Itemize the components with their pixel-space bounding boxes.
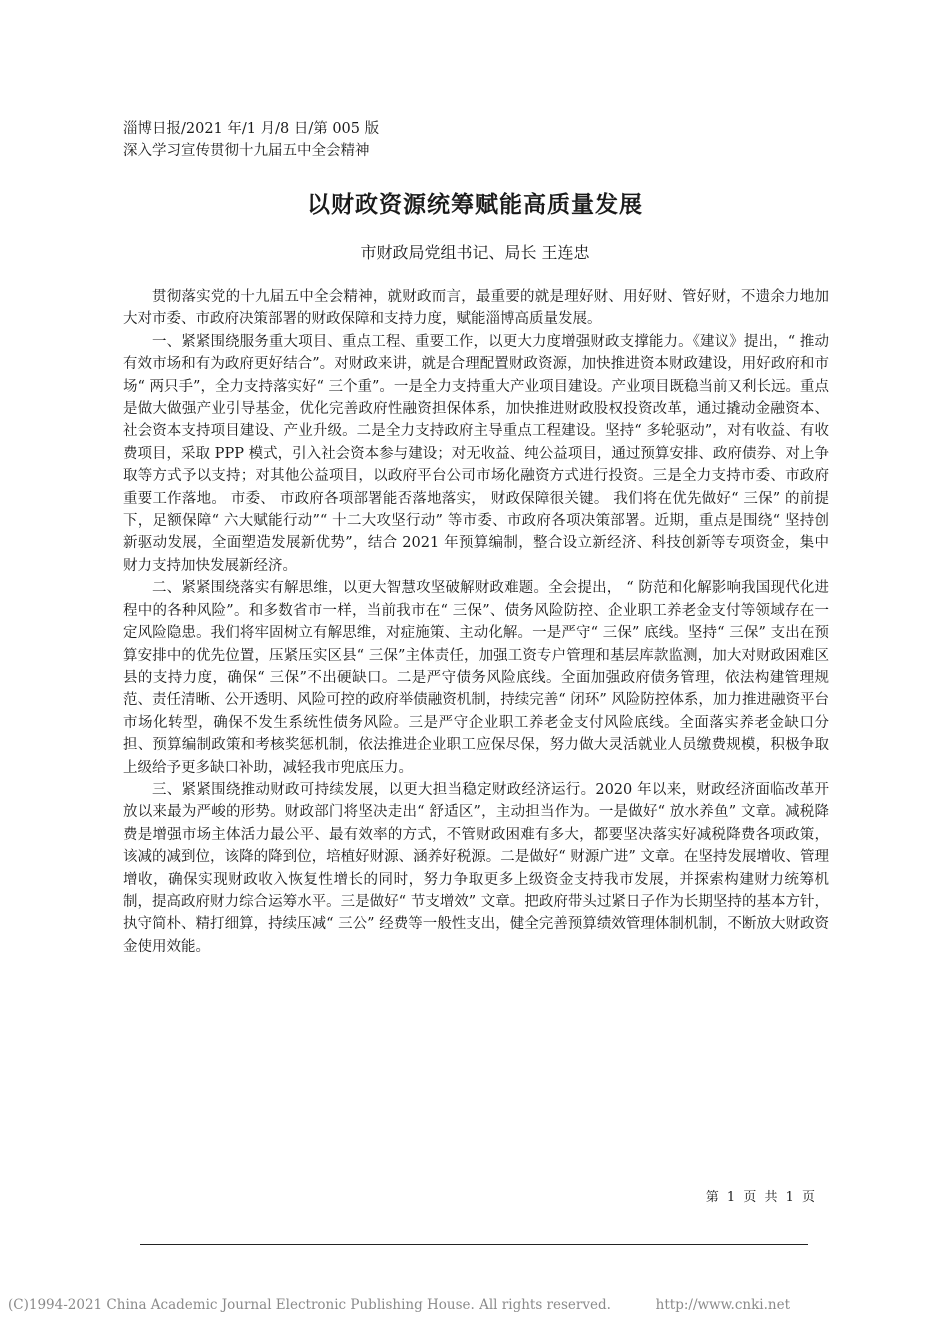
- page-number: 第 1 页 共 1 页: [705, 1190, 815, 1205]
- footer-divider: [140, 1244, 808, 1245]
- article-body: [123, 286, 829, 958]
- source-line: 淄博日报/2021 年/1 月/8 日/第 005 版: [123, 121, 380, 137]
- article-byline: 市财政局党组书记、局长 王连忠: [360, 243, 590, 262]
- footer-url: http://www.cnki.net: [655, 1297, 790, 1313]
- copyright-footer: (C)1994-2021 China Academic Journal Electronic Publishing House. All rights reserved.: [8, 1297, 611, 1313]
- paragraph-section-2: 二、紧紧围绕落实有解思维，以更大智慧攻坚破解财政难题。全会提出， “ 防范和化解影响我国现代化进程中的各种风险”。和多数省市一样，当前我市在“ 三保”、债务风险防控、企业职工养老金支付等领域存在一定风险隐患。我们将牢固树立有解思维，对症施策、主动化解。一是严守“ 三保” 底线。坚持“ 三保” 支出在预算安排中的优先位置，压紧压实区县“ 三保”主体责任，加强工资专户管理和基层库款监测，加大对财政困难区县的支持力度，确保“ 三保”不出硬缺口。二是严守债务风险底线。全面加强政府债务管理，依法构建管理规范、责任清晰、公开透明、风险可控的政府举债融资机制，持续完善“ 闭环” 风险防控体系，加力推进融资平台市场化转型，确保不发生系统性债务风险。三是严守企业职工养老金支付风险底线。全面落实养老金缺口分担、预算编制政策和考核奖惩机制，依法推进企业职工应保尽保，努力做大灵活就业人员缴费规模，积极争取上级给予更多缺口补助，减轻我市兜底压力。: [123, 580, 829, 776]
- source-header: [123, 118, 823, 162]
- paragraph-intro: 贯彻落实党的十九届五中全会精神，就财政而言，最重要的就是理好财、用好财、管好财，不遗余力地加大对市委、市政府决策部署的财政保障和支持力度，赋能淄博高质量发展。: [123, 289, 829, 328]
- paragraph-section-1: 一、紧紧围绕服务重大项目、重点工程、重要工作，以更大力度增强财政支撑能力。《建议》提出，“ 推动有效市场和有为政府更好结合”。对财政来讲，就是合理配置财政资源，加快推进资本财政建设，用好政府和市场“ 两只手”，全力支持落实好“ 三个重”。一是全力支持重大产业项目建设。产业项目既稳当前又利长远。重点是做大做强产业引导基金，优化完善政府性融资担保体系，加快推进财政股权投资改革，通过撬动金融资本、社会资本支持项目建设、产业升级。二是全力支持政府主导重点工程建设。坚持“ 多轮驱动”，对有收益、有收费项目，采取 PPP 模式，引入社会资本参与建设；对无收益、纯公益项目，通过预算安排、政府债券、对上争取等方式予以支持；对其他公益项目，以政府平台公司市场化融资方式进行投资。三是全力支持市委、市政府重要工作落地。 市委、 市政府各项部署能否落地落实， 财政保障很关键。 我们将在优先做好“ 三保” 的前提下，足额保障“ 六大赋能行动”“ 十二大攻坚行动” 等市委、市政府各项决策部署。近期，重点是围绕“ 坚持创新驱动发展，全面塑造发展新优势”，结合 2021 年预算编制，整合设立新经济、科技创新等专项资金，集中财力支持加快发展新经济。: [123, 333, 829, 574]
- article-title: 以财政资源统筹赋能高质量发展: [307, 191, 643, 218]
- paragraph-section-3: 三、紧紧围绕推动财政可持续发展，以更大担当稳定财政经济运行。2020 年以来，财政经济面临改革开放以来最为严峻的形势。财政部门将坚决走出“ 舒适区”，主动担当作为。一是做好“ 放水养鱼” 文章。减税降费是增强市场主体活力最公平、最有效率的方式，不管财政困难有多大，都要坚决落实好减税降费各项政策，该减的减到位，该降的降到位，培植好财源、涵养好税源。二是做好“ 财源广进” 文章。在坚持发展增收、管理增收，确保实现财政收入恢复性增长的同时，努力争取更多上级资金支持我市发展，并探索构建财力统筹机制，提高政府财力综合运筹水平。三是做好“ 节支增效” 文章。把政府带头过紧日子作为长期坚持的基本方针，执守简朴、精打细算，持续压减“ 三公” 经费等一般性支出，健全完善预算绩效管理体制机制，不断放大财政资金使用效能。: [123, 781, 829, 955]
- column-line: 深入学习宣传贯彻十九届五中全会精神: [123, 143, 370, 159]
